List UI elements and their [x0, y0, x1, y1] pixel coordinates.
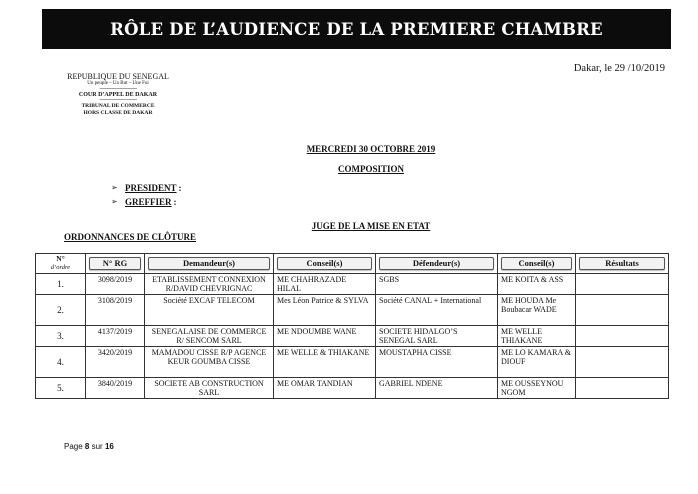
row-resultats	[576, 378, 669, 399]
table-header-row	[36, 254, 669, 274]
hearing-table	[35, 253, 669, 399]
row-rg: 3108/2019	[86, 295, 145, 326]
row-num: 4.	[36, 347, 86, 378]
president-label: PRESIDENT	[125, 183, 177, 193]
row-conseil: Mes Léon Patrice & SYLVA	[274, 295, 376, 326]
greffier-row	[111, 195, 182, 209]
header-conseil-defense	[498, 254, 576, 274]
page-word: Page	[64, 442, 83, 451]
colon: :	[178, 183, 182, 193]
composition-list	[111, 181, 182, 209]
row-defendeur: GABRIEL NDENE	[376, 378, 498, 399]
row-conseil-defense: ME OUSSEYNOU NGOM	[498, 378, 576, 399]
tribunal-name-line2: HORS CLASSE DE DAKAR	[83, 109, 153, 116]
header-num-sub: d’ordre	[50, 264, 71, 271]
header-rg-label: N° RG	[89, 257, 141, 270]
table-row	[36, 347, 669, 378]
row-demandeur: SOCIETE AB CONSTRUCTION SARL	[145, 378, 274, 399]
header-num	[36, 254, 86, 274]
row-resultats	[576, 295, 669, 326]
page-total: 16	[104, 442, 114, 451]
header-rg	[86, 254, 145, 274]
ordonnances-heading: ORDONNANCES DE CLÔTURE	[64, 232, 197, 242]
row-conseil: ME WELLE & THIAKANE	[274, 347, 376, 378]
arrow-bullet-icon: ➢	[111, 197, 118, 206]
row-num: 3.	[36, 326, 86, 347]
row-resultats	[576, 274, 669, 295]
header-conseil-defense-label: Conseil(s)	[501, 257, 572, 270]
row-defendeur: SGBS	[376, 274, 498, 295]
header-resultats-label: Résultats	[579, 257, 665, 270]
header-defendeur-label: Défendeur(s)	[379, 257, 494, 270]
header-conseil	[274, 254, 376, 274]
header-num-label: N°	[56, 254, 65, 263]
court-name: COUR D’APPEL DE DAKAR	[78, 91, 158, 98]
header-demandeur-label: Demandeur(s)	[148, 257, 270, 270]
row-num: 1.	[36, 274, 86, 295]
tribunal-name-line1: TRIBUNAL DE COMMERCE	[81, 103, 155, 110]
row-rg: 3420/2019	[86, 347, 145, 378]
row-conseil-defense: ME LO KAMARA & DIOUF	[498, 347, 576, 378]
separator-line: --------------------------------	[99, 98, 137, 104]
session-date: MERCREDI 30 OCTOBRE 2019	[306, 144, 436, 154]
row-num: 2.	[36, 295, 86, 326]
table-row	[36, 326, 669, 347]
row-conseil: ME OMAR TANDIAN	[274, 378, 376, 399]
header-conseil-label: Conseil(s)	[277, 257, 372, 270]
row-demandeur: ETABLISSEMENT CONNEXION R/DAVID CHEVRIGNAC	[145, 274, 274, 295]
row-defendeur: MOUSTAPHA CISSE	[376, 347, 498, 378]
row-rg: 3098/2019	[86, 274, 145, 295]
table-row	[36, 295, 669, 326]
row-demandeur: MAMADOU CISSE R/P AGENCE KEUR GOUMBA CISSE	[145, 347, 274, 378]
row-defendeur: Société CANAL + International	[376, 295, 498, 326]
country-name: REPUBLIQUE DU SENEGAL	[67, 72, 169, 81]
row-resultats	[576, 347, 669, 378]
table-row	[36, 378, 669, 399]
header-demandeur	[145, 254, 274, 274]
table-row	[36, 274, 669, 295]
national-motto: Un peuple – Un But – Une Foi	[87, 81, 149, 87]
document-date: Dakar, le 29 /10/2019	[573, 63, 665, 74]
row-conseil-defense: ME HOUDA Me Boubacar WADE	[498, 295, 576, 326]
colon: :	[173, 197, 177, 207]
row-rg: 3840/2019	[86, 378, 145, 399]
row-conseil: ME NDOUMBE WANE	[274, 326, 376, 347]
page-sur: sur	[91, 442, 103, 451]
row-conseil: ME CHAHRAZADE HILAL	[274, 274, 376, 295]
arrow-bullet-icon: ➢	[111, 183, 118, 192]
separator-line: --------------------------------	[99, 86, 137, 92]
row-rg: 4137/2019	[86, 326, 145, 347]
row-num: 5.	[36, 378, 86, 399]
header-resultats	[576, 254, 669, 274]
juge-mise-en-etat-heading: JUGE DE LA MISE EN ETAT	[311, 221, 431, 231]
page-banner	[42, 9, 671, 49]
header-defendeur	[376, 254, 498, 274]
row-demandeur: Société EXCAF TELECOM	[145, 295, 274, 326]
row-conseil-defense: ME KOITA & ASS	[498, 274, 576, 295]
page-number	[64, 442, 114, 451]
row-defendeur: SOCIETE HIDALGO’S SENEGAL SARL	[376, 326, 498, 347]
composition-heading: COMPOSITION	[337, 164, 404, 174]
row-conseil-defense: ME WELLE THIAKANE	[498, 326, 576, 347]
greffier-label: GREFFIER	[125, 197, 172, 207]
row-demandeur: SENEGALAISE DE COMMERCE R/ SENCOM SARL	[145, 326, 274, 347]
president-row	[111, 181, 182, 195]
page-current: 8	[84, 442, 90, 451]
banner-title: RÔLE DE L’AUDIENCE DE LA PREMIERE CHAMBRE	[110, 19, 603, 39]
organization-block	[58, 73, 178, 116]
row-resultats	[576, 326, 669, 347]
